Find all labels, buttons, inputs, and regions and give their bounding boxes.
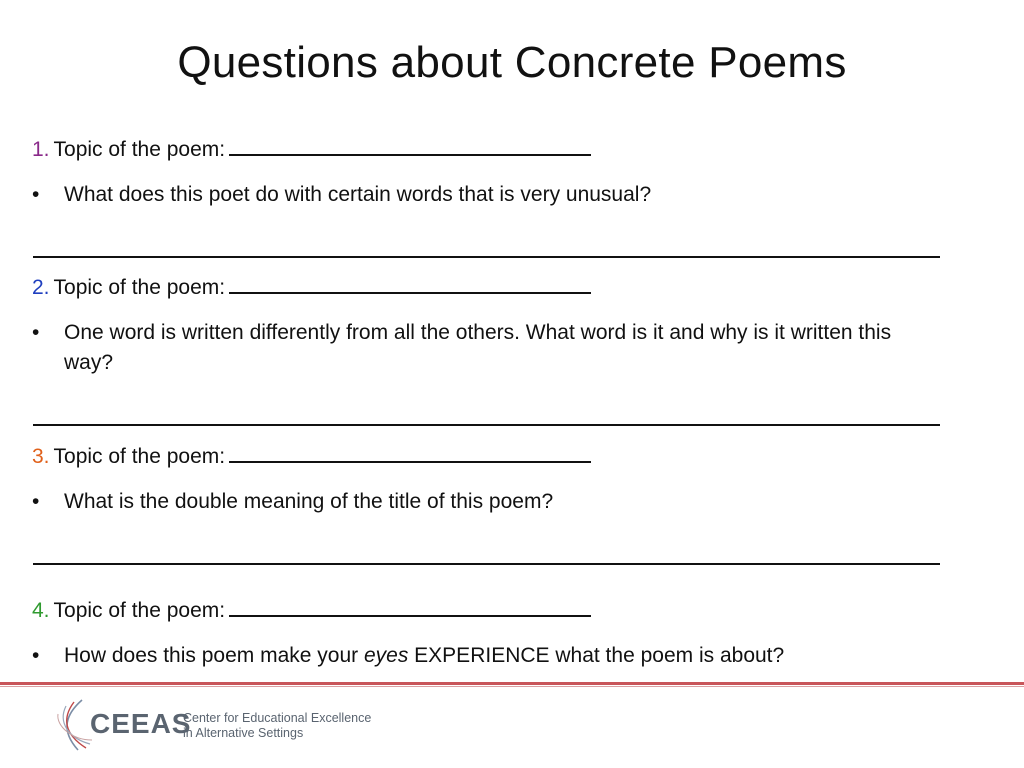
answer-line[interactable] — [33, 424, 940, 426]
topic-blank[interactable] — [229, 274, 591, 294]
question-4-topic — [32, 597, 591, 623]
prompt-text-part: How does this poem make your — [64, 644, 364, 667]
org-name-line-2: in Alternative Settings — [183, 726, 304, 740]
ceeas-logo — [52, 696, 392, 756]
answer-line[interactable] — [33, 563, 940, 565]
question-number: 3. — [32, 445, 50, 468]
question-2-topic — [32, 274, 591, 300]
page-title: Questions about Concrete Poems — [177, 38, 847, 87]
prompt-emphasis: eyes — [363, 644, 409, 667]
bullet: • — [32, 183, 40, 206]
org-name-line-1: Center for Educational Excellence — [183, 711, 372, 725]
prompt-text: What is the double meaning of the title of this poem? — [64, 490, 554, 513]
footer-rule-thin — [0, 686, 1024, 687]
topic-blank[interactable] — [229, 136, 591, 156]
topic-label: Topic of the poem: — [53, 445, 226, 468]
prompt-text: One word is written differently from all the others. What word is it and why is it written this way? — [64, 321, 892, 374]
prompt-text-part: EXPERIENCE what the poem is about? — [408, 644, 785, 667]
question-1-topic — [32, 136, 591, 162]
bullet: • — [32, 644, 40, 667]
org-name — [183, 711, 371, 741]
question-number: 4. — [32, 599, 50, 622]
prompt-text: What does this poet do with certain words that is very unusual? — [64, 183, 652, 206]
topic-label: Topic of the poem: — [53, 138, 226, 161]
topic-blank[interactable] — [229, 443, 591, 463]
prompt-text — [64, 641, 924, 671]
footer-rule — [0, 682, 1024, 685]
bullet: • — [32, 490, 40, 513]
topic-label: Topic of the poem: — [53, 599, 226, 622]
topic-blank[interactable] — [229, 597, 591, 617]
question-number: 2. — [32, 276, 50, 299]
bullet: • — [32, 321, 40, 344]
question-3-topic — [32, 443, 591, 469]
logo-wordmark: CEEAS — [90, 708, 192, 739]
answer-line[interactable] — [33, 256, 940, 258]
question-number: 1. — [32, 138, 50, 161]
logo-mark-icon — [52, 696, 92, 752]
topic-label: Topic of the poem: — [53, 276, 226, 299]
